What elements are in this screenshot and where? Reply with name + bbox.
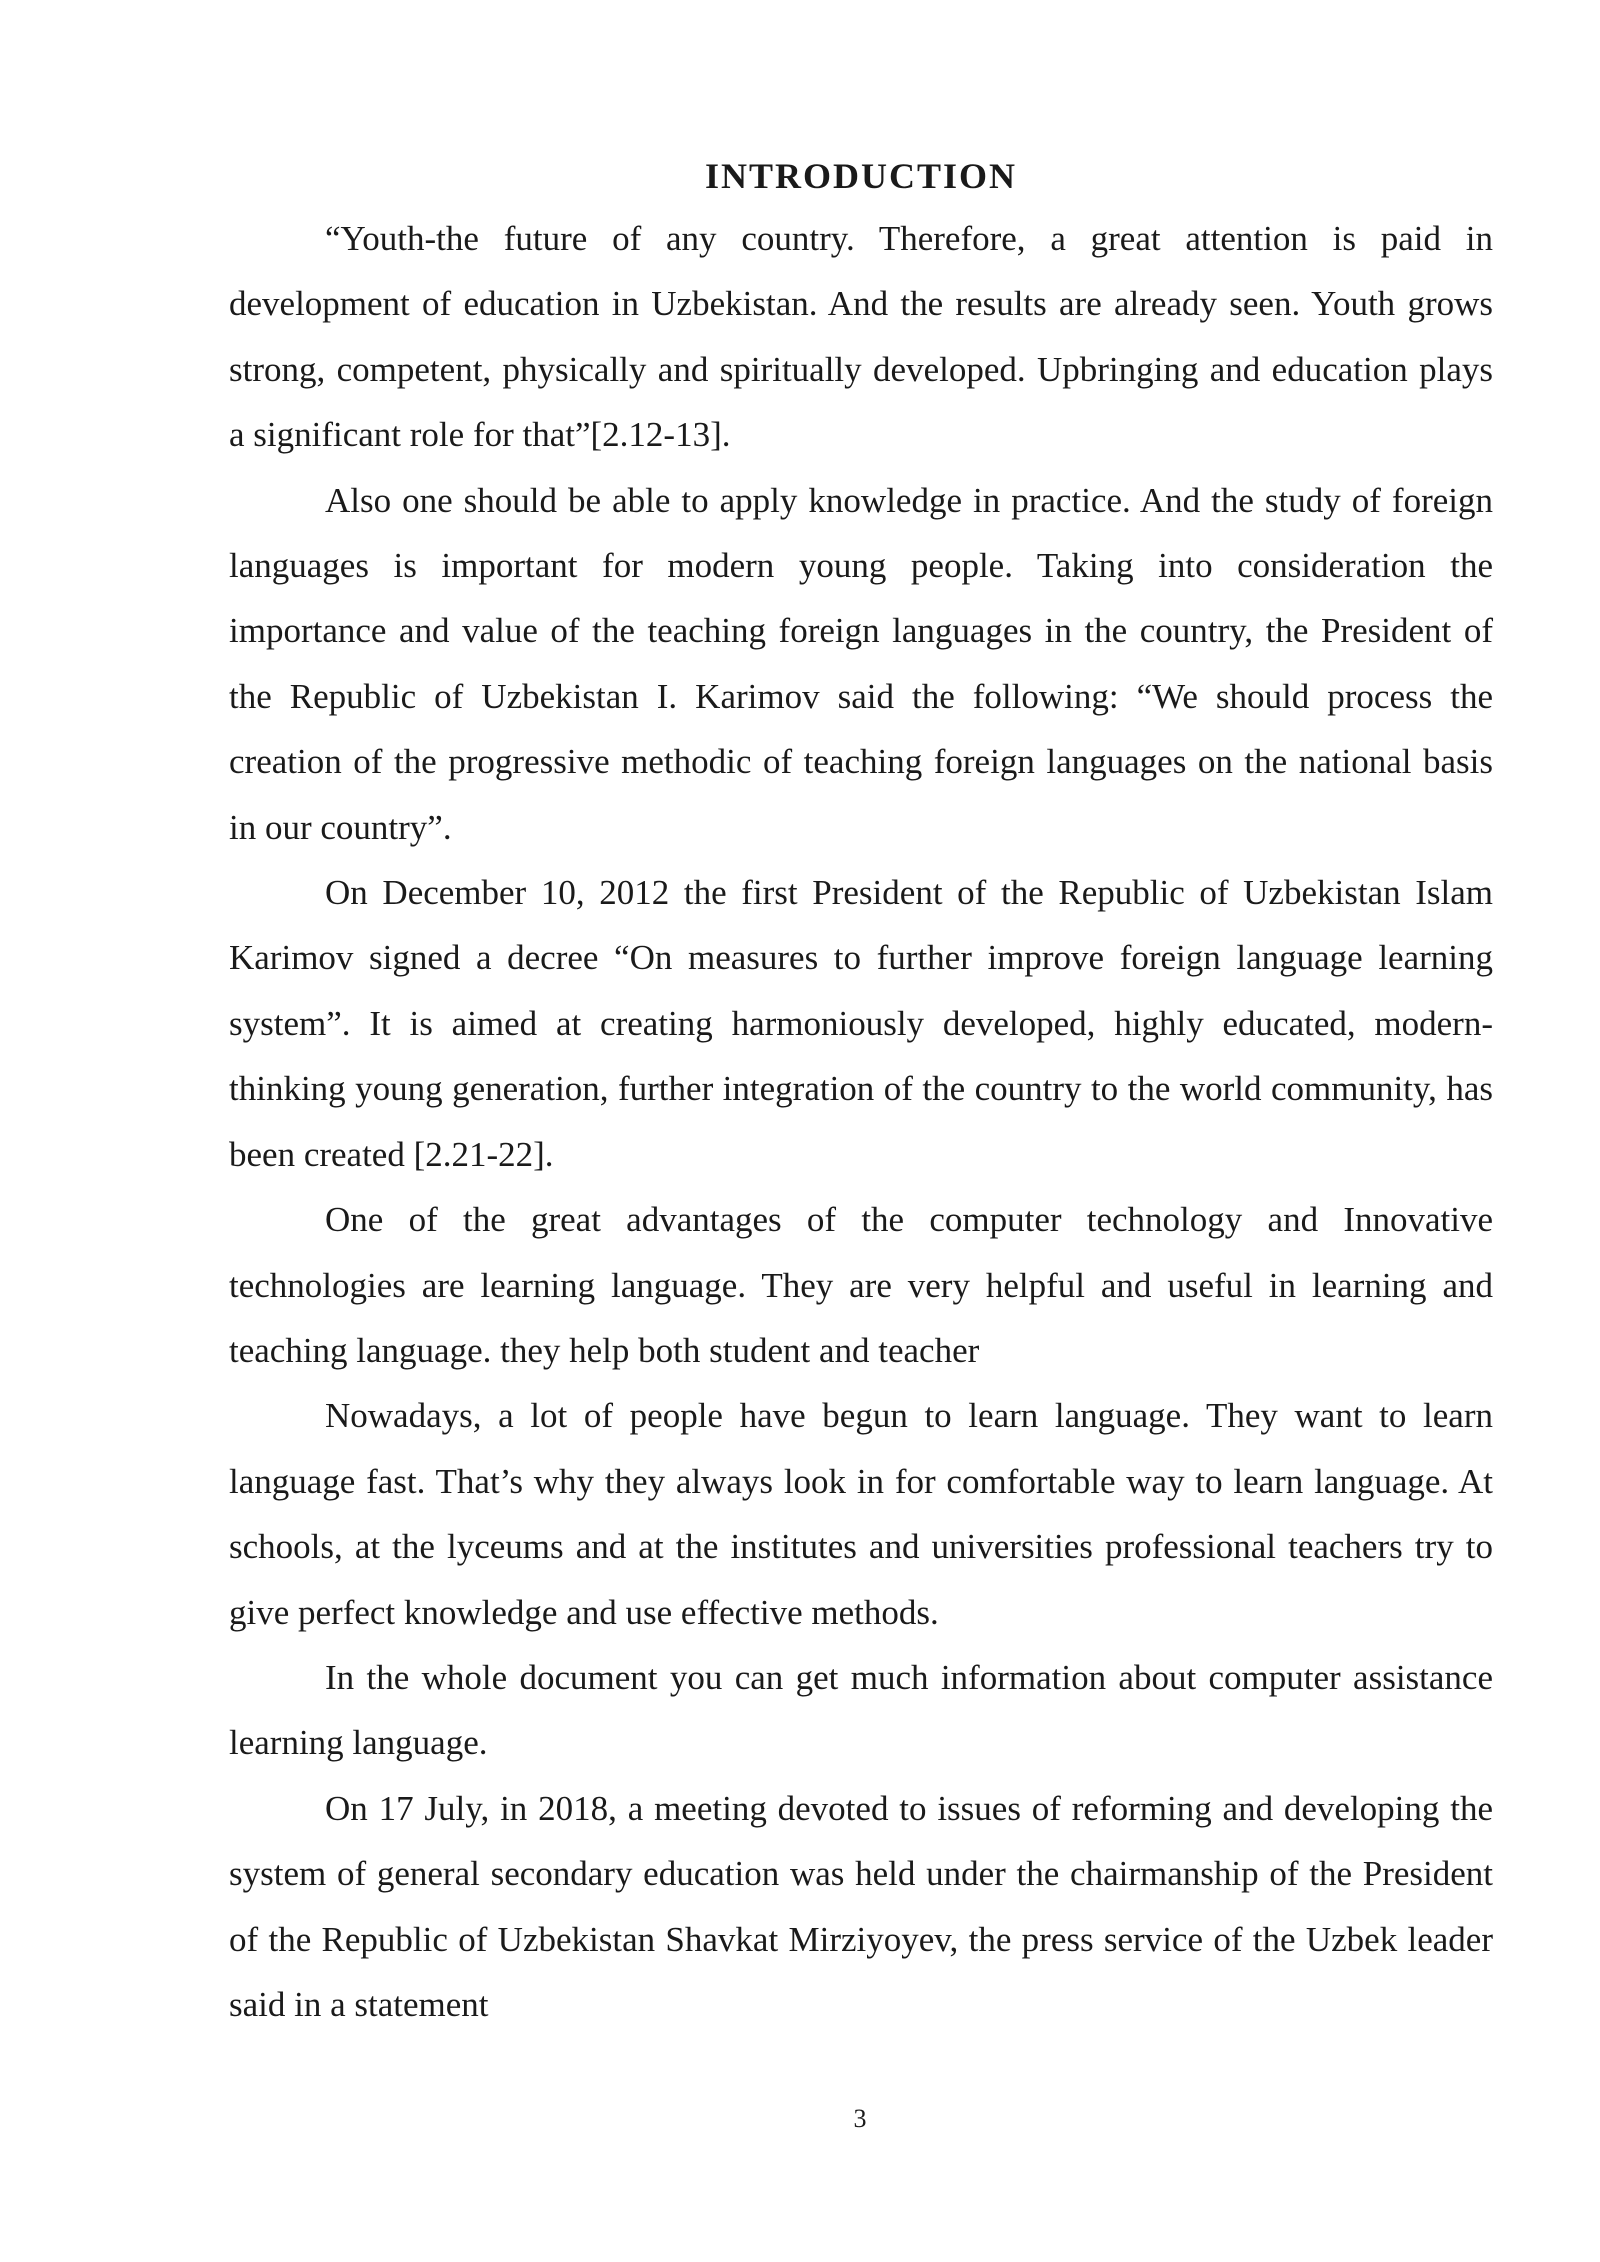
paragraph: “Youth-the future of any country. Therefore, a great attention is paid in development of education in Uzbekistan. And the results are already seen. Youth grows strong, competent, physically and spiritually developed. Upbringing and education plays a significant role for that”[2.12-13].	[229, 219, 1493, 455]
section-title: INTRODUCTION	[704, 156, 1018, 196]
document-body	[229, 146, 1493, 2037]
paragraph: On 17 July, in 2018, a meeting devoted to issues of reforming and developing the system of general secondary education was held under the chairmanship of the President of the Republic of Uzbekistan Shavkat Mirziyoyev, the press service of the Uzbek leader said in a statement	[229, 1788, 1493, 2024]
paragraph: In the whole document you can get much information about computer assistance learning language.	[229, 1657, 1493, 1763]
page-number: 3	[853, 2104, 867, 2133]
paragraph: One of the great advantages of the computer technology and Innovative technologies are learning language. They are very helpful and useful in learning and teaching language. they help both student and teacher	[229, 1200, 1493, 1370]
paragraph: Also one should be able to apply knowledge in practice. And the study of foreign languages is important for modern young people. Taking into consideration the importance and value of the teaching foreign languages in the country, the President of the Republic of Uzbekistan I. Karimov said the following: “We should process the creation of the progressive methodic of teaching foreign languages on the national basis in our country”.	[229, 480, 1493, 847]
paragraph: On December 10, 2012 the first President of the Republic of Uzbekistan Islam Karimov signed a decree “On measures to further improve foreign language learning system”. It is aimed at creating harmoniously developed, highly educated, modern-thinking young generation, further integration of the country to the world community, has been created [2.21-22].	[229, 873, 1493, 1174]
paragraph: Nowadays, a lot of people have begun to learn language. They want to learn language fast. That’s why they always look in for comfortable way to learn language. At schools, at the lyceums and at the institutes and universities professional teachers try to give perfect knowledge and use effective methods.	[229, 1396, 1493, 1632]
